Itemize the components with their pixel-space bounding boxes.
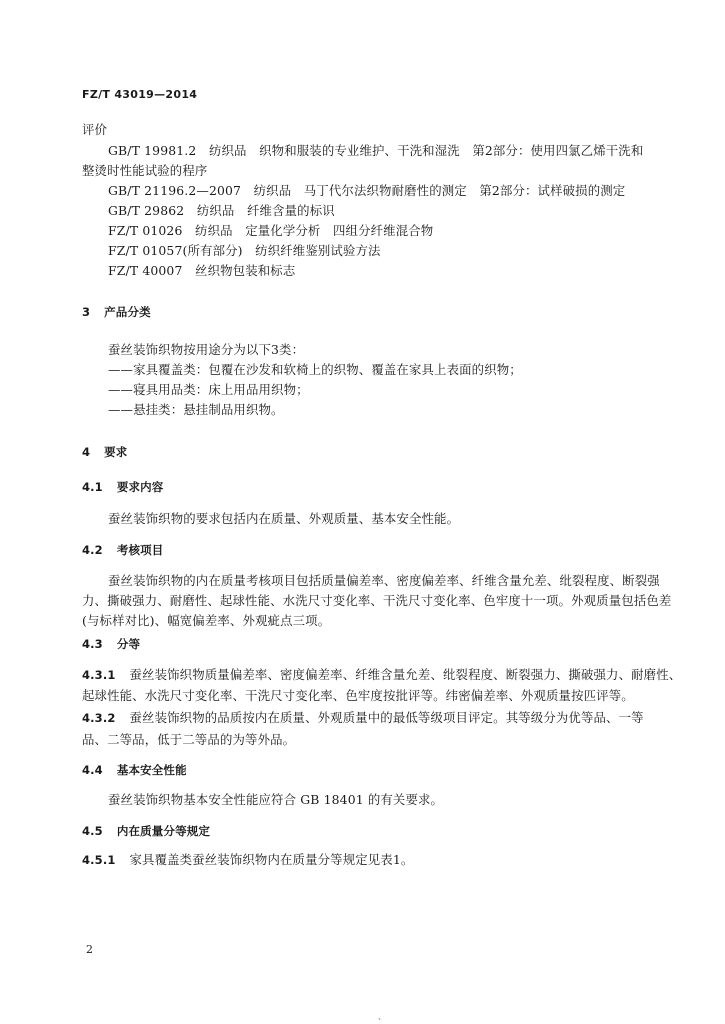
section-3-intro: 蚕丝装饰织物按用途分为以下3类： [108,342,305,357]
section-4-3-1-line-2: 起球性能、水洗尺寸变化率、干洗尺寸变化率、色牢度按批评等。纬密偏差率、外观质量按匹评等。 [82,688,634,703]
section-4-5-number: 4.5 [82,824,103,838]
page-number: 2 [86,943,93,956]
section-4-2-number: 4.2 [82,543,103,557]
section-4-1-number: 4.1 [82,480,103,494]
section-3-item-bedding: ——寝具用品类：床上用品用织物； [108,382,309,397]
section-3-item-hanging: ——悬挂类：悬挂制品用织物。 [108,402,284,417]
section-3-title: 产品分类 [104,305,151,319]
section-4-1-heading [82,479,163,495]
section-4-4-number: 4.4 [82,763,103,777]
section-4-title: 要求 [104,445,128,459]
section-4-3-2-number: 4.3.2 [82,711,116,725]
section-4-3-2-line-1 [82,710,644,726]
section-4-3-title: 分等 [116,637,141,651]
section-4-2-line-1: 蚕丝装饰织物的内在质量考核项目包括质量偏差率、密度偏差率、纤维含量允差、纰裂程度、断裂强 [108,573,660,588]
section-4-4-heading [82,762,187,778]
section-4-2-heading [82,542,163,558]
section-4-3-heading [82,636,140,652]
section-4-3-number: 4.3 [82,637,103,651]
section-4-1-title: 要求内容 [116,480,164,494]
section-4-3-2-text-1: 蚕丝装饰织物的品质按内在质量、外观质量中的最低等级项目评定。其等级分为优等品、一等 [129,710,644,725]
section-3-number: 3 [82,305,91,319]
section-4-5-1-line [82,852,413,868]
section-4-2-line-2: 力、撕破强力、耐磨性、起球性能、水洗尺寸变化率、干洗尺寸变化率、色牢度十一项。外观质量包括色差 [82,593,672,608]
footer-scan-mark: 、 [378,1012,386,1021]
ref-line-evaluation: 评价 [82,122,108,137]
section-4-5-heading [82,823,210,839]
section-4-1-text: 蚕丝装饰织物的要求包括内在质量、外观质量、基本安全性能。 [108,511,460,526]
section-4-3-1-line-1 [82,667,681,683]
ref-fzt-01026: FZ/T 01026 纺织品 定量化学分析 四组分纤维混合物 [108,223,434,238]
section-4-4-text: 蚕丝装饰织物基本安全性能应符合 GB 18401 的有关要求。 [108,792,444,807]
section-4-3-1-number: 4.3.1 [82,668,116,682]
section-3-heading [82,304,151,320]
section-4-4-title: 基本安全性能 [116,763,187,777]
ref-gbt-29862: GB/T 29862 纺织品 纤维含量的标识 [108,203,335,218]
section-4-5-title: 内在质量分等规定 [116,824,211,838]
ref-gbt-21196-2: GB/T 21196.2—2007 纺织品 马丁代尔法织物耐磨性的测定 第2部分：试样破损的测定 [108,183,626,198]
section-4-2-title: 考核项目 [116,543,164,557]
ref-gbt-19981-2: GB/T 19981.2 纺织品 织物和服装的专业维护、干洗和湿洗 第2部分：使用四氯乙烯干洗和 [108,143,644,158]
ref-fzt-40007: FZ/T 40007 丝织物包装和标志 [108,263,296,278]
section-3-item-furniture: ——家具覆盖类：包覆在沙发和软椅上的织物、覆盖在家具上表面的织物； [108,362,522,377]
section-4-3-2-line-2: 品、二等品，低于二等品的为等外品。 [82,732,296,747]
section-4-number: 4 [82,445,91,459]
section-4-3-1-text-1: 蚕丝装饰织物质量偏差率、密度偏差率、纤维含量允差、纰裂程度、断裂强力、撕破强力、耐磨性、 [129,667,682,682]
section-4-heading [82,444,127,460]
ref-gbt-19981-2-cont: 整烫时性能试验的程序 [82,163,208,178]
section-4-5-1-number: 4.5.1 [82,853,116,867]
section-4-5-1-text: 家具覆盖类蚕丝装饰织物内在质量分等规定见表1。 [129,852,414,867]
ref-fzt-01057: FZ/T 01057(所有部分) 纺织纤维鉴别试验方法 [108,243,381,258]
section-4-2-line-3: (与标样对比)、幅宽偏差率、外观疵点三项。 [82,613,331,628]
standard-code-header: FZ/T 43019—2014 [82,88,198,101]
